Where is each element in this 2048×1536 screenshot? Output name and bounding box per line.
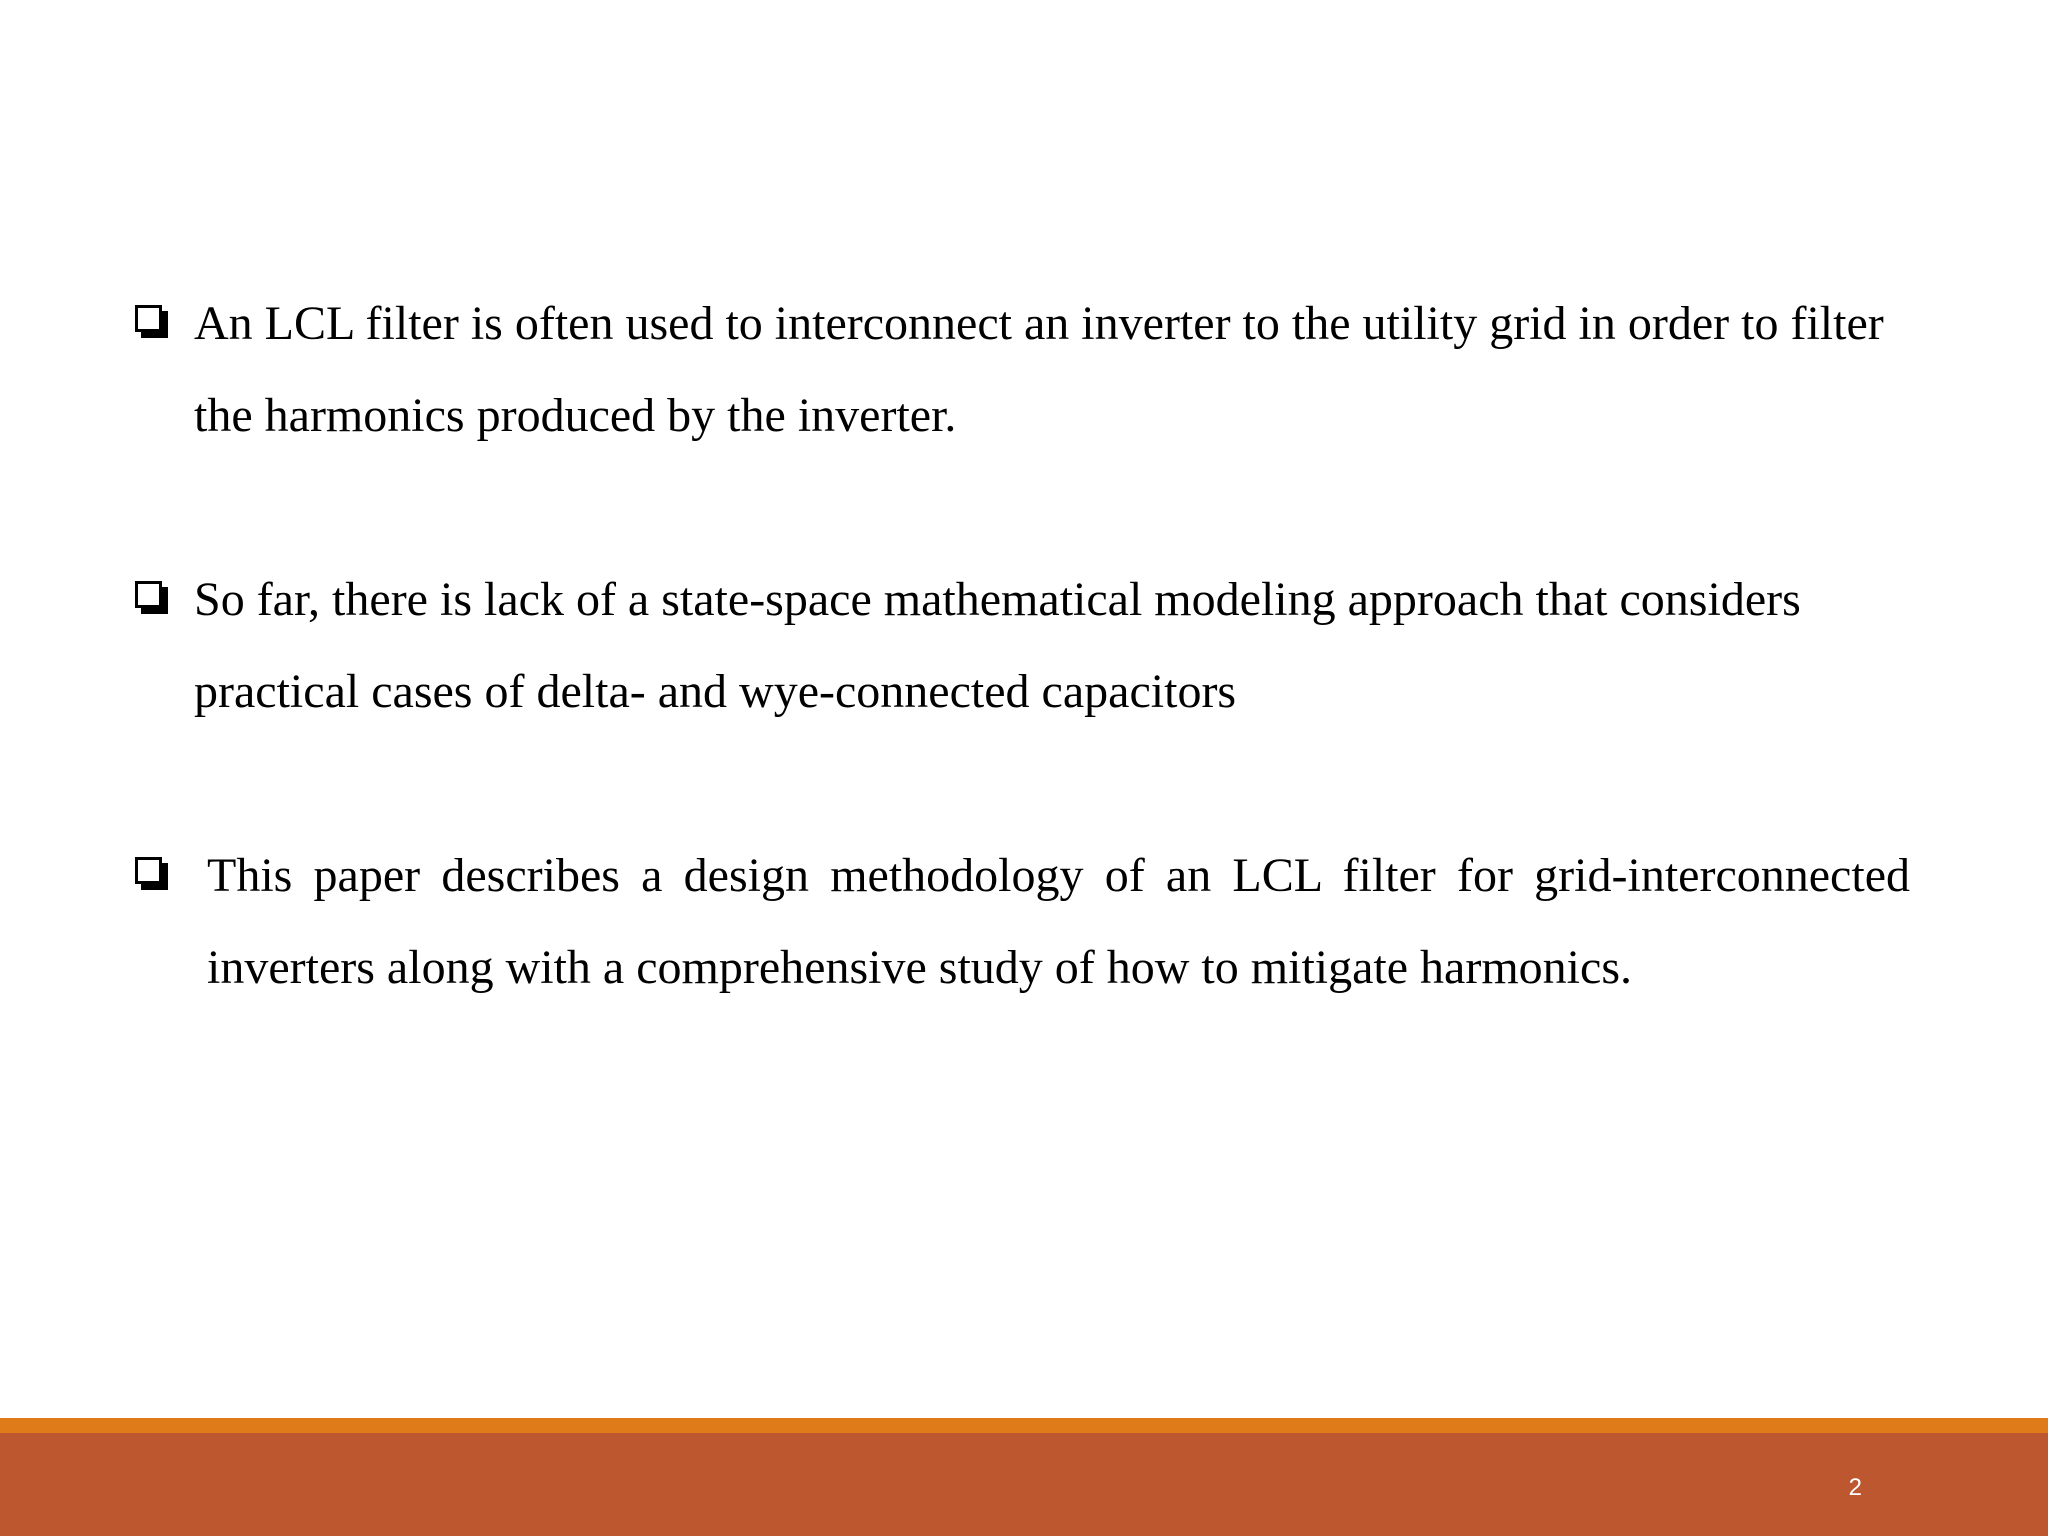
bullet-text: An LCL filter is often used to interconnect an inverter to the utility grid in order to filter the harmonics produced by the inverter. — [194, 297, 1884, 442]
footer-bar — [0, 1433, 2048, 1536]
checkbox-square-icon — [135, 581, 162, 608]
bullet-item-design-methodology — [132, 830, 1910, 1014]
footer-accent-stripe — [0, 1418, 2048, 1433]
bullet-text: This paper describes a design methodology of an LCL filter for grid-interconnected inverters along with a comprehensive study of how to mitigate harmonics. — [207, 849, 1910, 994]
bullet-item-lcl-filter — [132, 278, 1910, 462]
checkbox-square-icon — [135, 305, 162, 332]
bullet-item-state-space — [132, 554, 1910, 738]
page-number: 2 — [1848, 1474, 1862, 1501]
bullet-list — [132, 278, 1910, 1106]
bullet-text: So far, there is lack of a state-space mathematical modeling approach that considers practical cases of delta- and wye-connected capacitors — [194, 573, 1801, 718]
checkbox-square-icon — [135, 857, 162, 884]
